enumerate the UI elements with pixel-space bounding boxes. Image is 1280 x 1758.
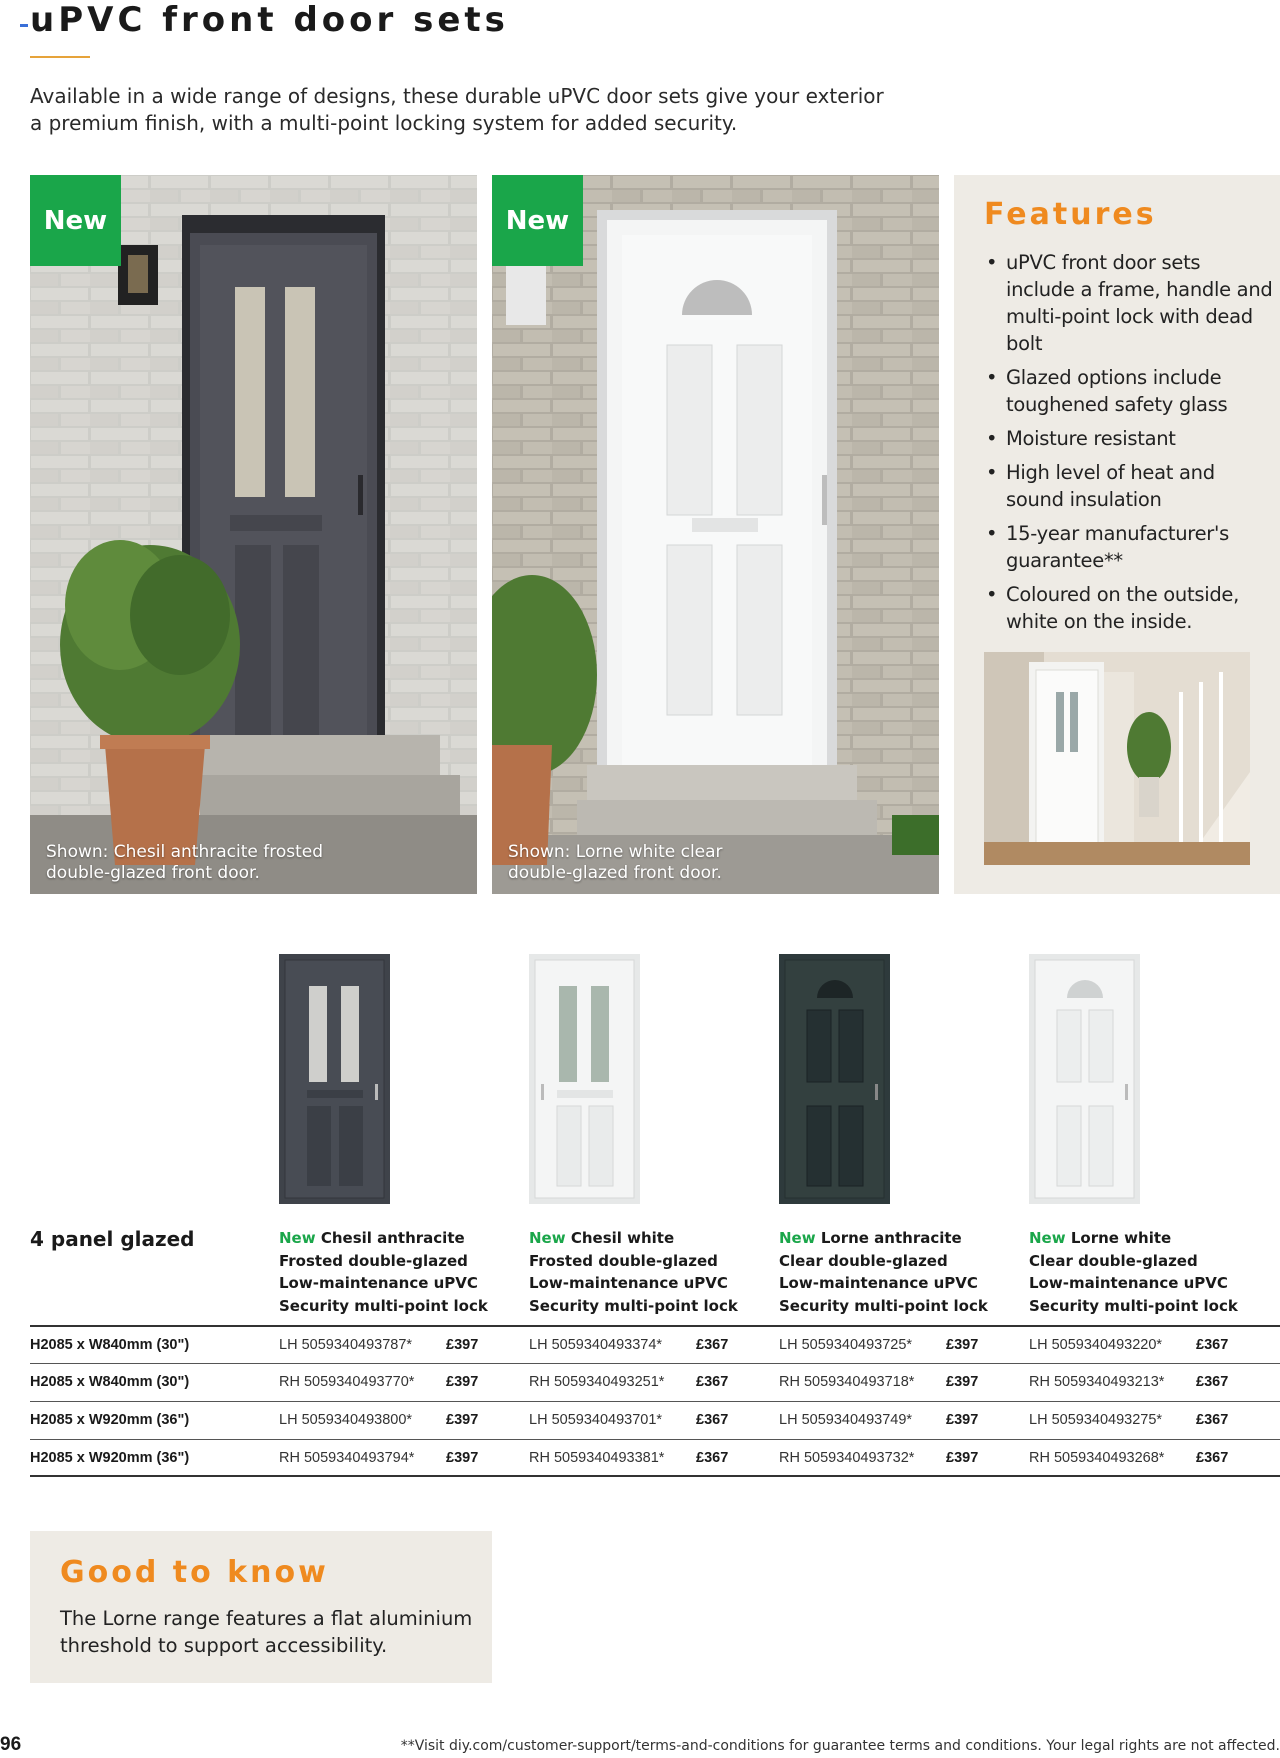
product-lock: Security multi-point lock	[779, 1296, 988, 1315]
table-row	[30, 1439, 1280, 1477]
door-thumb-chesil-anthracite	[279, 954, 390, 1204]
intro-text: Available in a wide range of designs, these durable uPVC door sets give your exterior a premium finish, with a multi-point locking system for added security.	[30, 84, 884, 135]
interior-photo-illustration	[984, 652, 1250, 865]
feature-item: • Coloured on the outside, white on the inside.	[984, 581, 1274, 635]
product-glazing: Clear double-glazed	[779, 1251, 948, 1270]
size-cell: H2085 x W920mm (36")	[30, 1450, 190, 1466]
product-code: LH 5059340493787*	[279, 1337, 413, 1353]
price: £397	[946, 1412, 979, 1428]
door-thumb-lorne-anthracite	[779, 954, 890, 1204]
price: £367	[1196, 1337, 1229, 1353]
size-cell: H2085 x W840mm (30")	[30, 1374, 190, 1390]
door-thumb-lorne-white	[1029, 954, 1140, 1204]
features-panel	[954, 175, 1280, 894]
title-rule	[30, 56, 90, 58]
product-heading	[1029, 1227, 1249, 1317]
range-label: 4 panel glazed	[30, 1227, 195, 1251]
price: £367	[696, 1374, 729, 1390]
page-title: uPVC front door sets	[30, 0, 509, 40]
feature-item: • 15-year manufacturer's guarantee**	[984, 520, 1274, 574]
price: £367	[1196, 1374, 1229, 1390]
hero-photo-chesil-anthracite	[30, 175, 477, 894]
new-label: New	[529, 1229, 566, 1247]
product-glazing: Clear double-glazed	[1029, 1251, 1198, 1270]
door-illustration	[279, 954, 390, 1204]
product-glazing: Frosted double-glazed	[529, 1251, 718, 1270]
product-heading	[279, 1227, 499, 1317]
price: £397	[946, 1374, 979, 1390]
price: £397	[446, 1337, 479, 1353]
product-glazing: Frosted double-glazed	[279, 1251, 468, 1270]
product-name: Lorne anthracite	[820, 1229, 962, 1247]
price: £397	[946, 1337, 979, 1353]
product-code: LH 5059340493275*	[1029, 1412, 1163, 1428]
feature-item: • uPVC front door sets include a frame, handle and multi-point lock with dead bolt	[984, 249, 1274, 357]
product-code: RH 5059340493718*	[779, 1374, 915, 1390]
product-code: LH 5059340493800*	[279, 1412, 413, 1428]
spec-table	[30, 1325, 1280, 1477]
caption-line: Shown: Chesil anthracite frosted	[46, 842, 323, 862]
product-lock: Security multi-point lock	[529, 1296, 738, 1315]
price: £367	[696, 1337, 729, 1353]
product-material: Low-maintenance uPVC	[529, 1274, 728, 1292]
price: £367	[1196, 1450, 1229, 1466]
table-row	[30, 1401, 1280, 1439]
interior-photo	[984, 652, 1250, 865]
product-code: RH 5059340493732*	[779, 1450, 915, 1466]
photo-caption	[46, 842, 323, 884]
door-illustration	[529, 954, 640, 1204]
door-thumb-chesil-white	[529, 954, 640, 1204]
table-row	[30, 1363, 1280, 1401]
good-to-know-panel	[30, 1531, 492, 1683]
product-code: RH 5059340493794*	[279, 1450, 415, 1466]
caption-line: double-glazed front door.	[508, 863, 722, 883]
product-material: Low-maintenance uPVC	[1029, 1274, 1228, 1292]
good-to-know-text: The Lorne range features a flat aluminium threshold to support accessibility.	[60, 1607, 473, 1657]
price: £397	[446, 1450, 479, 1466]
title-marker	[20, 24, 28, 27]
product-code: LH 5059340493725*	[779, 1337, 913, 1353]
feature-item: • Moisture resistant	[984, 425, 1274, 452]
door-illustration	[779, 954, 890, 1204]
product-code: LH 5059340493749*	[779, 1412, 913, 1428]
page-number: 96	[0, 1734, 22, 1755]
product-code: RH 5059340493381*	[529, 1450, 665, 1466]
new-badge: New	[30, 175, 121, 266]
good-to-know-title: Good to know	[60, 1555, 329, 1590]
product-lock: Security multi-point lock	[279, 1296, 488, 1315]
product-heading	[529, 1227, 749, 1317]
feature-item: • Glazed options include toughened safety glass	[984, 364, 1274, 418]
product-lock: Security multi-point lock	[1029, 1296, 1238, 1315]
new-label: New	[1029, 1229, 1066, 1247]
size-cell: H2085 x W840mm (30")	[30, 1337, 190, 1353]
table-row	[30, 1325, 1280, 1363]
new-label: New	[779, 1229, 816, 1247]
caption-line: double-glazed front door.	[46, 863, 260, 883]
price: £367	[1196, 1412, 1229, 1428]
product-name: Lorne white	[1070, 1229, 1172, 1247]
product-code: LH 5059340493701*	[529, 1412, 663, 1428]
product-code: RH 5059340493268*	[1029, 1450, 1165, 1466]
caption-line: Shown: Lorne white clear	[508, 842, 723, 862]
product-material: Low-maintenance uPVC	[779, 1274, 978, 1292]
footnote: **Visit diy.com/customer-support/terms-and-conditions for guarantee terms and conditions. Your legal rights are not affected.	[400, 1738, 1280, 1754]
hero-photo-lorne-white	[492, 175, 939, 894]
feature-item: • High level of heat and sound insulation	[984, 459, 1274, 513]
hero-photo-illustration	[30, 175, 477, 894]
product-material: Low-maintenance uPVC	[279, 1274, 478, 1292]
product-code: RH 5059340493770*	[279, 1374, 415, 1390]
new-badge: New	[492, 175, 583, 266]
product-name: Chesil anthracite	[320, 1229, 465, 1247]
size-cell: H2085 x W920mm (36")	[30, 1412, 190, 1428]
features-title: Features	[984, 197, 1157, 232]
product-heading	[779, 1227, 999, 1317]
product-code: LH 5059340493220*	[1029, 1337, 1163, 1353]
price: £397	[446, 1412, 479, 1428]
price: £367	[696, 1412, 729, 1428]
product-code: RH 5059340493251*	[529, 1374, 665, 1390]
price: £397	[946, 1450, 979, 1466]
features-list	[984, 249, 1274, 642]
new-label: New	[279, 1229, 316, 1247]
product-code: RH 5059340493213*	[1029, 1374, 1165, 1390]
product-name: Chesil white	[570, 1229, 675, 1247]
product-code: LH 5059340493374*	[529, 1337, 663, 1353]
photo-caption	[508, 842, 723, 884]
price: £397	[446, 1374, 479, 1390]
door-illustration	[1029, 954, 1140, 1204]
price: £367	[696, 1450, 729, 1466]
hero-photo-illustration	[492, 175, 939, 894]
